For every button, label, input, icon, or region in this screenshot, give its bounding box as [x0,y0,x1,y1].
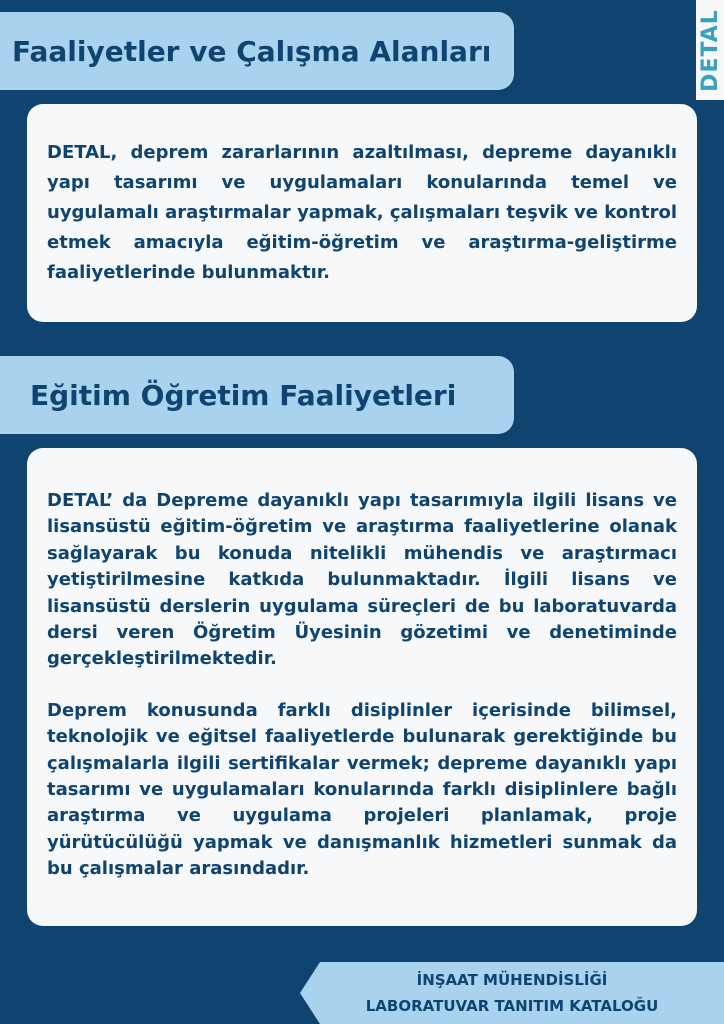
footer-banner [300,962,724,1024]
side-tab [696,0,724,100]
education-card [27,448,697,926]
education-paragraph-2: Deprem konusunda farklı disiplinler içerisinde bilimsel, teknolojik ve eğitsel faaliyetlerde bulunarak gerektiğinde bu çalışmalarla ilgili sertifikalar vermek; depreme dayanıklı yapı tasarımı ve uygulamaları konularında farklı disiplinlere bağlı araştırma ve uygulama projeleri planlamak, proje yürütücülüğü yapmak ve danışmanlık hizmetleri sunmak da bu çalışmalar arasındadır. [47,699,677,880]
section-title-education-text: Eğitim Öğretim Faaliyetleri [30,378,457,412]
activities-text: DETAL, deprem zararlarının azaltılması, depreme dayanıklı yapı tasarımı ve uygulamaları konularında temel ve uygulamalı araştırmalar yapmak, çalışmaları teşvik ve kontrol etmek amacıyla eğitim-öğretim ve araştırma-geliştirme faaliyetlerinde bulunmaktır. [47,142,677,283]
activities-card [27,104,697,322]
section-title-activities [0,12,514,90]
section-title-education [0,356,514,434]
section-title-activities-text: Faaliyetler ve Çalışma Alanları [12,34,492,68]
footer-line-1: İNŞAAT MÜHENDİSLİĞİ [416,971,608,989]
education-paragraph-1: DETAL’ da Depreme dayanıklı yapı tasarımıyla ilgili lisans ve lisansüstü eğitim-öğretim ve araştırma faaliyetlerine olanak sağlayarak bu konuda nitelikli mühendis ve araştırmacı yetiştirilmesine katkıda bulunmaktadır. İlgili lisans ve lisansüstü derslerin uygulama süreçleri de bu laboratuvarda dersi veren Öğretim Üyesinin gözetimi ve denetiminde gerçekleştirilmektedir. [47,490,677,670]
footer-line-2: LABORATUVAR TANITIM KATALOĞU [365,997,659,1015]
side-tab-label: DETAL [697,8,723,92]
